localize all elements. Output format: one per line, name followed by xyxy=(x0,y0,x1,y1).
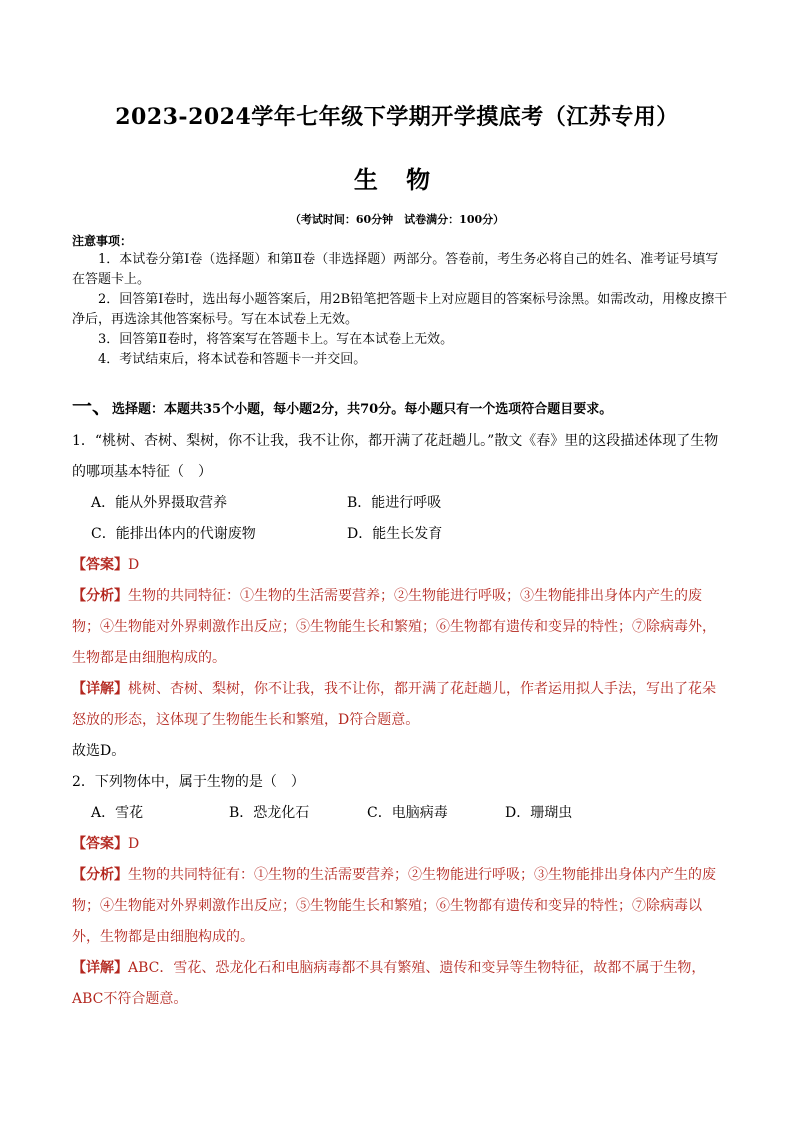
option-d: D．能生长发育 xyxy=(347,526,443,542)
exam-content xyxy=(72,232,728,1015)
notice-item: 2．回答第Ⅰ卷时，选出每小题答案后，用2B铅笔把答题卡上对应题目的答案标号涂黑。如需改动，用橡皮擦干净后，再选涂其他答案标号。写在本试卷上无效。 xyxy=(72,292,728,327)
option-a: A．雪花 xyxy=(91,805,144,821)
answer-tag: 【答案】 xyxy=(72,557,128,573)
section-text: 选择题：本题共35个小题，每小题2分，共70分。每小题只有一个选项符合题目要求。 xyxy=(112,402,613,417)
option-d: D．珊瑚虫 xyxy=(505,805,573,821)
detail-text: 桃树、杏树、梨树，你不让我，我不让你，都开满了花赶趟儿，作者运用拟人手法，写出了花朵怒放的形态，这体现了生物能生长和繁殖，D符合题意。 xyxy=(72,681,716,728)
answer-line xyxy=(72,550,728,581)
option-b: B．能进行呼吸 xyxy=(347,495,442,511)
analysis-text: 生物的共同特征有：①生物的生活需要营养；②生物能进行呼吸；③生物能排出身体内产生的废物；④生物能对外界刺激作出反应；⑤生物能生长和繁殖；⑥生物都有遗传和变异的特性；⑦除病毒以外，生物都是由细胞构成的。 xyxy=(72,867,716,945)
detail-block xyxy=(72,953,728,1015)
notice-item: 3．回答第Ⅱ卷时，将答案写在答题卡上。写在本试卷上无效。 xyxy=(98,332,454,347)
notice-item: 4．考试结束后，将本试卷和答题卡一并交回。 xyxy=(98,352,367,367)
detail-tag: 【详解】 xyxy=(72,960,128,976)
section-number: 一、 xyxy=(72,394,112,418)
option-b: B．恐龙化石 xyxy=(229,805,310,821)
page-title: 2023-2024学年七年级下学期开学摸底考（江苏专用） xyxy=(115,104,679,130)
analysis-block xyxy=(72,581,728,674)
detail-block xyxy=(72,674,728,736)
detail-text: ABC．雪花、恐龙化石和电脑病毒都不具有繁殖、遗传和变异等生物特征，故都不属于生物，ABC不符合题意。 xyxy=(72,960,706,1007)
options-row xyxy=(72,488,728,519)
analysis-block xyxy=(72,860,728,953)
analysis-text: 生物的共同特征：①生物的生活需要营养；②生物能进行呼吸；③生物能排出身体内产生的废物；④生物能对外界刺激作出反应；⑤生物能生长和繁殖；⑥生物都有遗传和变异的特性；⑦除病毒外，生物都是由细胞构成的。 xyxy=(72,588,716,666)
option-a: A．能从外界摄取营养 xyxy=(91,495,228,511)
analysis-tag: 【分析】 xyxy=(72,867,128,883)
subject-title: 生 物 xyxy=(353,165,441,194)
option-c: C．电脑病毒 xyxy=(367,805,448,821)
analysis-tag: 【分析】 xyxy=(72,588,128,604)
options-row xyxy=(72,519,728,550)
exam-info: （考试时间：60分钟 试卷满分：100分） xyxy=(289,213,505,226)
section-heading xyxy=(72,390,728,426)
question-stem: 2．下列物体中，属于生物的是（ ） xyxy=(72,774,305,790)
question-stem: 1．“桃树、杏树、梨树，你不让我，我不让你，都开满了花赶趟儿。”散文《春》里的这段描述体现了生物的哪项基本特征（ ） xyxy=(72,433,719,480)
answer-value: D xyxy=(128,557,140,573)
detail-tag: 【详解】 xyxy=(72,681,128,697)
answer-tag: 【答案】 xyxy=(72,836,128,852)
notice-heading: 注意事项： xyxy=(72,234,133,248)
options-row xyxy=(72,798,728,829)
answer-line xyxy=(72,829,728,860)
option-c: C．能排出体内的代谢废物 xyxy=(91,526,256,542)
notice-item: 1．本试卷分第Ⅰ卷（选择题）和第Ⅱ卷（非选择题）两部分。答卷前，考生务必将自己的姓名、准考证号填写在答题卡上。 xyxy=(72,252,719,287)
answer-value: D xyxy=(128,836,140,852)
conclusion: 故选D。 xyxy=(72,743,126,759)
